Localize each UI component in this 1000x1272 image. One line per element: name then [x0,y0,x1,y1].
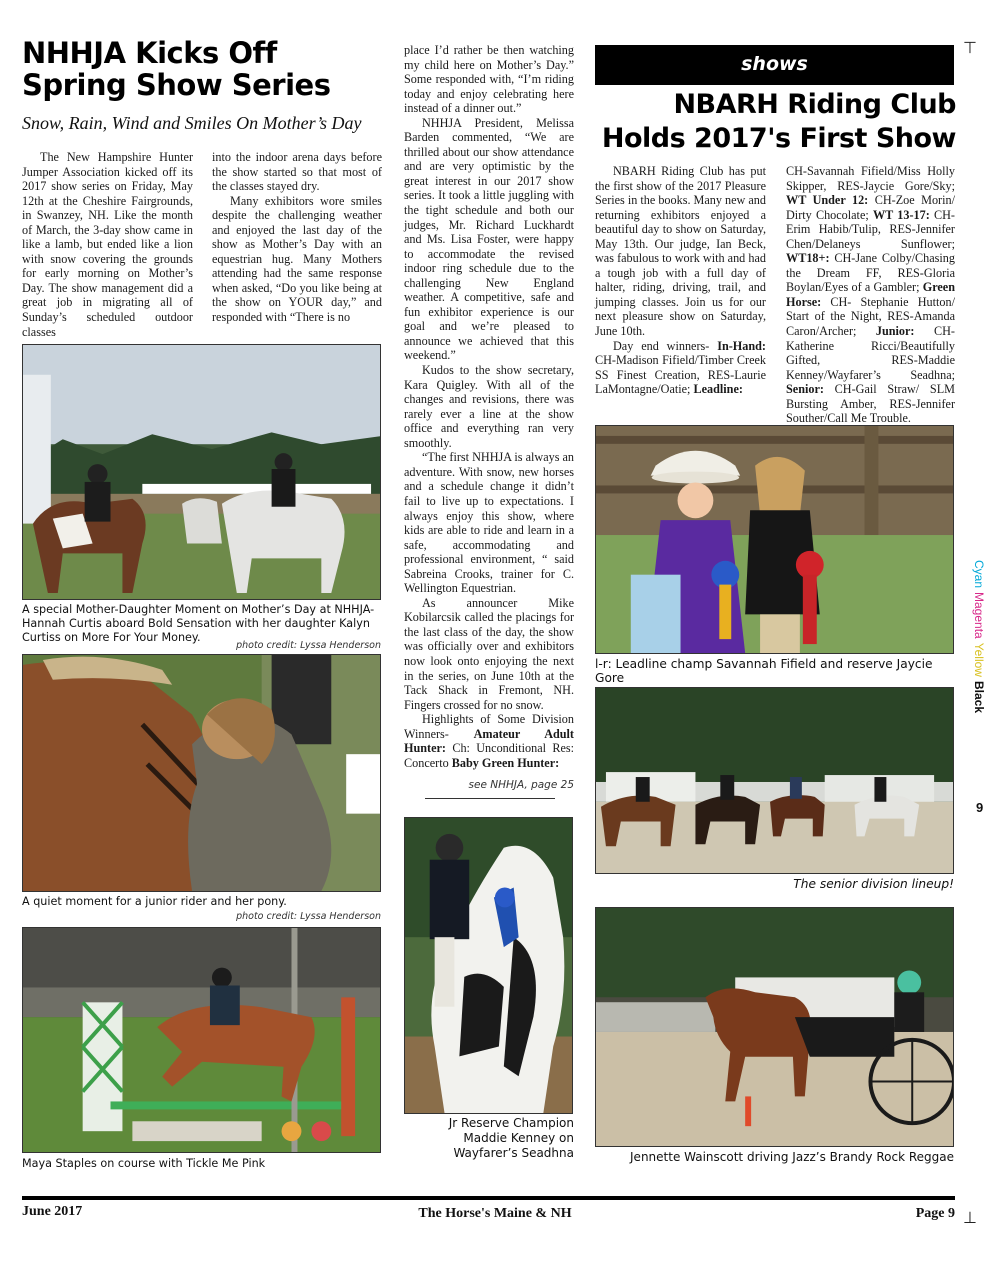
middle-paragraph-4: “The first NHHJA is always an adventure. With snow, new horses and a schedule change it didn’t fail to live up to expectations. I always enjoy this show, where kids are able to ride and learn in a safe, accommodating and professional environment, “ said Sabreina Crooks, trainer for C. Wellington Equestrian. [404,450,574,596]
right-col2-t2: CH-Zoe Morin/ Dirty Chocolate; [786,193,955,222]
see-more-link[interactable]: see NHHJA, page 25 [468,779,574,791]
right-col1-text [595,164,766,397]
color-registration-strip [968,560,992,730]
photo-driving-caption: Jennette Wainscott driving Jazz’s Brandy Rock Reggae [630,1150,954,1164]
left-col1-paragraph: The New Hampshire Hunter Jumper Association kicked off its 2017 show series on Friday, May 12th at the Cheshire Fairgrounds, in Swanzey, NH. Like the month of March, the 3-day show came in like a lamb, but ended like a lion with snow covering the grounds for early morning on Mother’s Day. The show management did a great job in migrating all of Sunday’s scheduled outdoor classes [22,150,193,339]
right-col2-t3: CH-Erim Habib/Tulip, RES-Jennifer Chen/Delaneys Sunflower; [786,207,955,251]
photo-leadline-champs-caption: l-r: Leadline champ Savannah Fifield and reserve Jaycie Gore [595,657,933,685]
registration-cyan: Cyan [972,560,986,589]
footer-date: June 2017 [22,1204,83,1219]
left-subhead: Snow, Rain, Wind and Smiles On Mother’s Day [22,113,362,133]
right-col2-text [786,164,955,426]
left-col1-text [22,150,193,339]
right-col2-b4: Green Horse: [786,280,955,309]
right-col1-p2-c: CH-Madison Fifield/Timber Creek SS Finest Creation, RES-Laurie LaMontagne/Oatie; [595,353,766,397]
right-col2-b3: WT18+: [786,251,830,266]
photo-mother-daughter-caption: A special Mother-Daughter Moment on Mother’s Day at NHHJA- Hannah Curtis aboard Bold Sensation with her daughter Kalyn Curtiss on More For Your Money. [22,603,375,644]
registration-black: Black [972,680,986,713]
right-headline-line1: NBARH Riding Club [673,89,956,120]
crop-mark-top: ⊤ [963,38,977,57]
right-headline [560,88,956,157]
footer-page-number: Page 9 [915,1206,955,1221]
right-col1-p2-a: Day end winners- [613,338,718,353]
middle-paragraph-5: As announcer Mike Kobilarcsik called the placings for the last class of the day, the show was officially over and exhibitors now look onto enjoying the next in the series, on June 10th at the Tack Shack in Fremont, NH. Fingers crossed for no snow. [404,595,574,712]
right-col1-paragraph-2 [595,339,766,397]
photo-jr-reserve-champion-caption: Jr Reserve Champion Maddie Kenney on Wayfarer’s Seadhna [448,1116,574,1160]
right-col2-t5: CH- Stephanie Hutton/ Start of the Night, RES-Amanda Caron/Archer; [786,294,955,339]
middle-paragraph-3: Kudos to the show secretary, Kara Quigley. With all of the changes and revisions, there was rarely ever a line at the show office and everything ran very smoothly. [404,363,574,450]
photo-jumper-caption: Maya Staples on course with Tickle Me Pink [22,1157,266,1170]
registration-page-marker: 9 [976,800,984,815]
middle-paragraph-6 [404,712,574,770]
right-col2-b2: WT 13-17: [872,207,930,222]
photo-jumper [22,927,381,1153]
photo-girl-and-pony-caption: A quiet moment for a junior rider and her pony. [22,895,287,908]
left-col2-paragraph-2: Many exhibitors wore smiles despite the challenging weather and enjoyed the last day of the show as Mother’s Day with an equestrian hug. Many Mothers attending had the same response when asked, “Do you like being at the show on YOUR day,” and responded with “There is no [212,193,382,325]
right-col2-paragraph [786,164,955,426]
section-label-bar [595,45,954,85]
right-col2-b1: WT Under 12: [786,193,869,208]
right-col2-b5: Junior: [875,324,915,339]
registration-yellow: Yellow [972,642,986,677]
photo-girl-and-pony [22,654,381,892]
right-headline-line2: Holds 2017's First Show [601,123,956,155]
middle-p6-b1: Amateur Adult Hunter: [404,726,574,756]
left-headline-line1: NHHJA Kicks Off [22,36,277,70]
left-headline-line2: Spring Show Series [22,67,331,102]
middle-col-text [404,43,574,770]
photo-mother-daughter [22,344,381,600]
left-col2-text [212,150,382,325]
right-col1-p2-b2: Leadline: [693,382,743,397]
middle-paragraph-2: NHHJA President, Melissa Barden commented, “We are thrilled about our show attendance and are very optimistic by the great interest in our 2017 show series. It took a little juggling with the tight schedule and both our judges, Mr. Richard Luckhardt and Ms. Lisa Foster, were happy to accommodate the revised indoor ring schedule due to the challenging New England weather. A competitive, safe and fun exhibitor experience is our goal and we’re pleased to announce we achieved that this weekend.” [404,115,574,363]
middle-p6-c: Ch: Unconditional Res: Concerto [404,741,574,770]
crop-mark-bottom: ⊥ [963,1208,977,1227]
registration-magenta: Magenta [972,592,986,639]
photo-senior-lineup [595,687,954,874]
photo-mother-daughter-credit: photo credit: Lyssa Henderson [236,640,381,651]
photo-driving [595,907,954,1147]
photo-leadline-champs [595,425,954,654]
footer-publication: The Horse's Maine & NH [418,1206,572,1221]
see-more-divider [425,798,555,799]
right-col2-b6: Senior: [786,382,824,397]
middle-paragraph-1: place I’d rather be then watching my child here on Mother’s Day.” Some responded with, “I’m riding today and enjoy celebrating here instead of a dinner out.” [404,43,574,116]
left-col2-paragraph-1: into the indoor arena days before the show started so that most of the classes stayed dry. [212,150,382,194]
right-col2-t1: CH-Savannah Fifield/Miss Holly Skipper, RES-Jaycie Gore/Sky; [786,164,955,193]
right-col1-p2-b1: In-Hand: [717,338,766,353]
photo-senior-lineup-caption: The senior division lineup! [793,877,954,891]
photo-girl-and-pony-credit: photo credit: Lyssa Henderson [236,911,381,922]
right-col1-paragraph-1: NBARH Riding Club has put the first show of the 2017 Pleasure Series in the books. Many new and returning exhibitors enjoyed a beautiful day to show on Saturday, May 13th. Our judge, Ian Beck, was fabulous to work with and had a tough job with a full day of halter, riding, driving, trail, and jumping classes. Join us for our next pleasure show on Saturday, June 10th. [595,164,766,339]
section-label: shows [741,53,808,75]
right-col2-t7: CH-Gail Straw/ SLM Bursting Amber, RES-Jennifer Souther/Call Me Trouble. [786,382,955,426]
footer-rule [22,1196,955,1200]
right-col2-t4: CH-Jane Colby/Chasing the Dream FF, RES-Gloria Boylan/Eyes of a Gambler; [786,251,955,295]
right-col2-t6: CH-Katherine Ricci/Beautifully Gifted, RES-Maddie Kenney/Wayfarer’s Seadhna; [786,324,955,382]
middle-p6-a: Highlights of Some Division Winners- [404,712,574,741]
photo-jr-reserve-champion [404,817,573,1114]
left-headline [22,38,392,102]
middle-p6-b2: Baby Green Hunter: [451,755,560,770]
